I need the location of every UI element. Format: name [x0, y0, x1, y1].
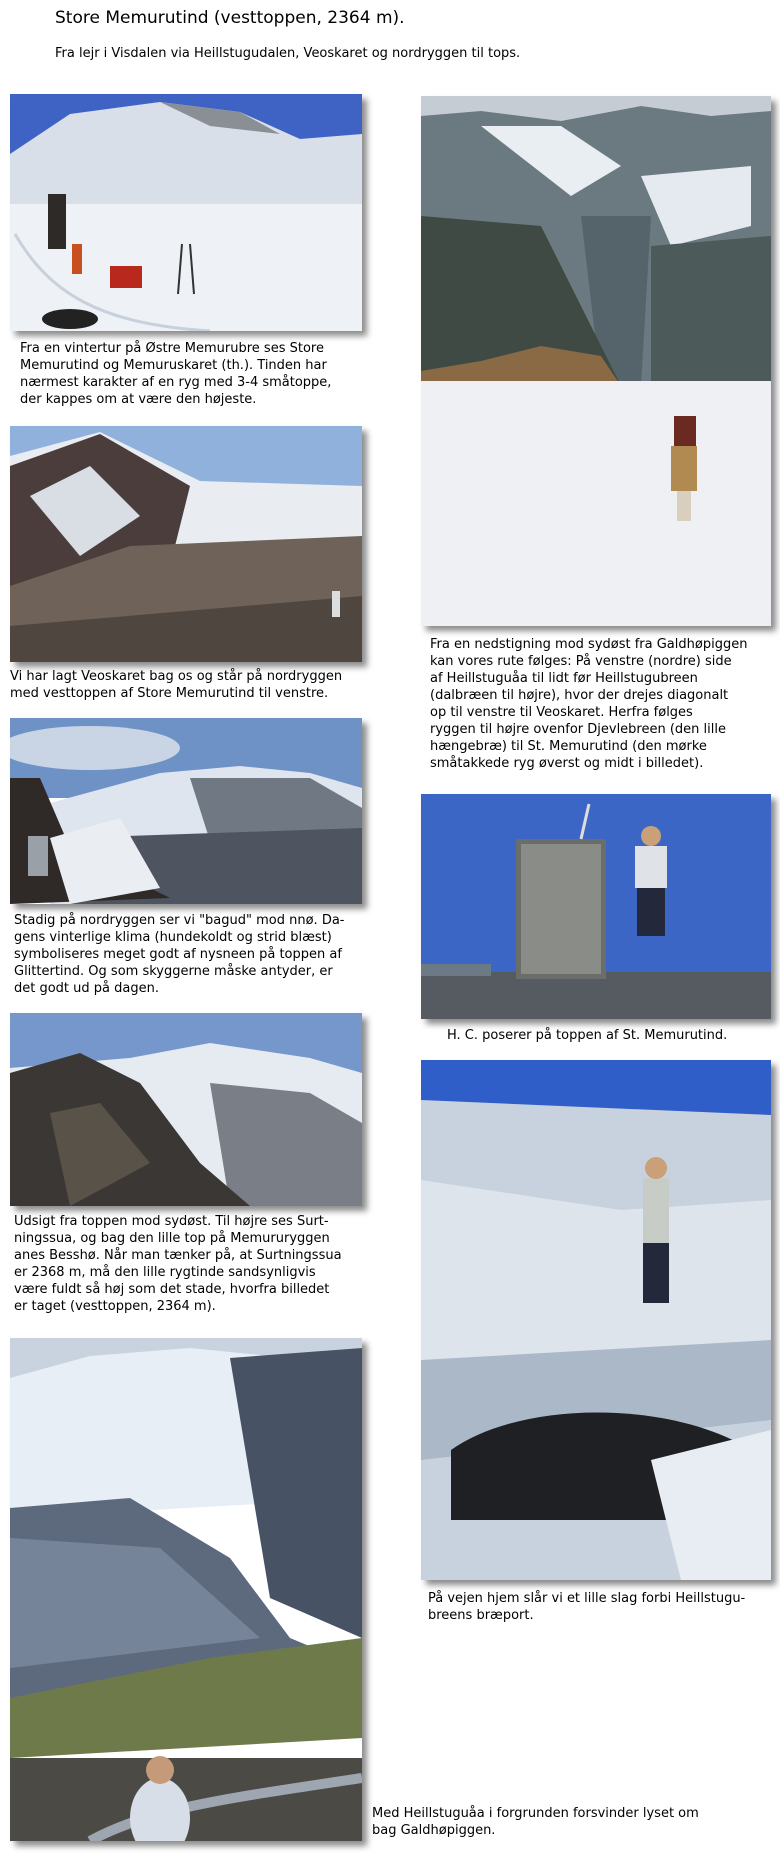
caption-valley-dusk: Med Heillstuguåa i forgrunden forsvinder lyset om bag Galdhøpiggen.: [372, 1806, 699, 1838]
caption-descent-galdhopiggen: Fra en nedstigning mod sydøst fra Galdhøpiggen kan vores rute følges: På venstre (nordre) side af Heillstuguåa til lidt før Heillstugubreen (dalbræen til højre), hvor der drejes diagonalt op til venstre til Veoskaret. Herfra følges ryggen til højre ovenfor Djevlebreen (den lille hængebræ) til St. Memurutind (den mørke småtakkede ryg øverst og midt i billedet).: [430, 637, 748, 771]
photo-ski-tour: [10, 94, 362, 331]
photo-valley-dusk: [10, 1338, 362, 1841]
photo-summit-cairn: [421, 794, 771, 1019]
photo-summit-view: [10, 1013, 362, 1206]
caption-veoskaret: Vi har lagt Veoskaret bag os og står på nordryggen med vesttoppen af Store Memurutind til venstre.: [10, 669, 343, 701]
page-subtitle: Fra lejr i Visdalen via Heillstugudalen, Veoskaret og nordryggen til tops.: [55, 46, 521, 61]
page-title: Store Memurutind (vesttoppen, 2364 m).: [55, 8, 405, 28]
photo-veoskaret: [10, 426, 362, 662]
caption-view-back: Stadig på nordryggen ser vi "bagud" mod nnø. Da- gens vinterlige klima (hundekoldt og strid blæst) symboliseres meget godt af nysneen på toppen af Glittertind. Og som skyggerne måske antyder, er det godt ud på dagen.: [14, 913, 345, 996]
caption-ski-tour: Fra en vintertur på Østre Memurubre ses Store Memurutind og Memuruskaret (th.). Tinden har nærmest karakter af en ryg med 3-4 småtoppe, der kappes om at være den højeste.: [20, 341, 332, 407]
photo-descent-galdhopiggen: [421, 96, 771, 626]
caption-summit-cairn: H. C. poserer på toppen af St. Memurutind.: [447, 1028, 728, 1043]
photo-view-back: [10, 718, 362, 904]
caption-glacier-portal: På vejen hjem slår vi et lille slag forbi Heillstugu- breens bræport.: [428, 1591, 746, 1623]
caption-summit-view: Udsigt fra toppen mod sydøst. Til højre ses Surt- ningssua, og bag den lille top på Memururyggen anes Besshø. Når man tænker på, at Surtningssua er 2368 m, må den lille rygtinde sandsynligvis være fuldt så høj som det stade, hvorfra billedet er taget (vesttoppen, 2364 m).: [14, 1214, 342, 1314]
photo-glacier-portal: [421, 1060, 771, 1580]
